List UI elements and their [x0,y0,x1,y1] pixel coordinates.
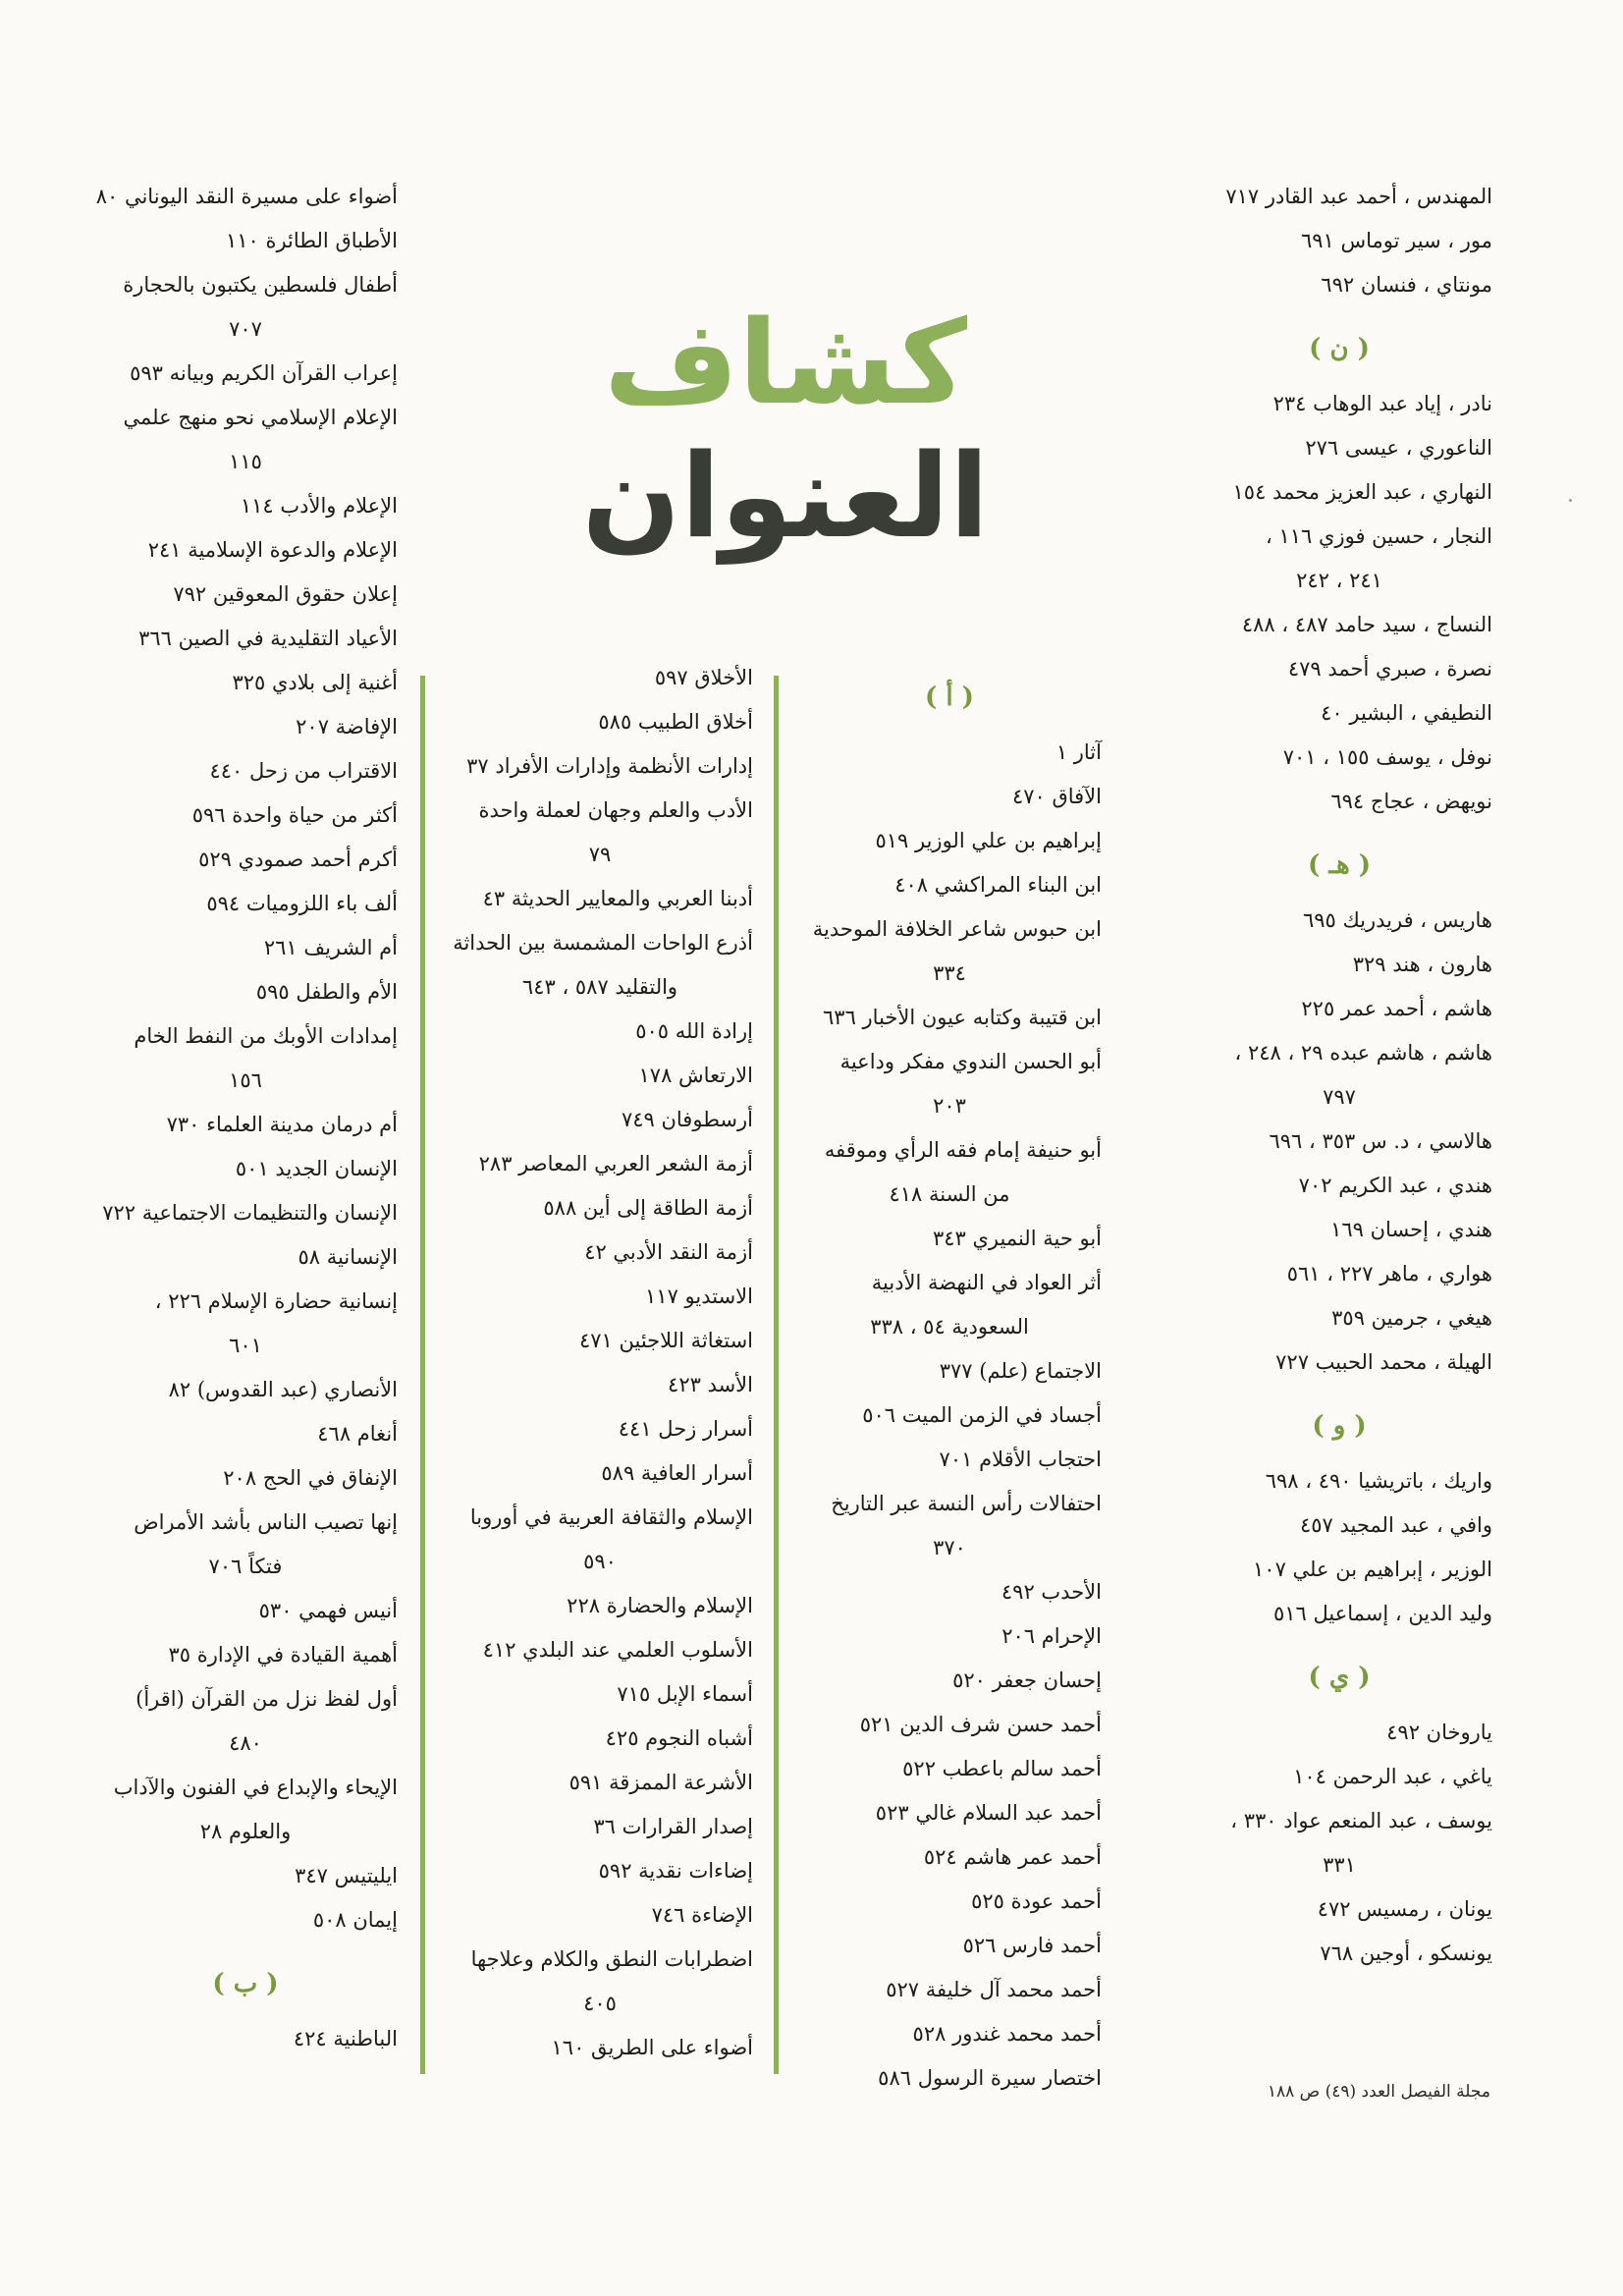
index-entry [93,484,398,528]
index-entry [93,838,398,882]
index-entry-text: مور ، سير توماس ٦٩١ [1300,229,1492,252]
index-entry [1186,1548,1492,1592]
index-entry-text: أم درمان مدينة العلماء ٧٣٠ [166,1113,398,1136]
index-entry [447,1010,753,1054]
index-entry-continuation: ١١٥ [229,450,262,473]
index-entry-text: الإفاضة ٢٠٧ [296,715,398,738]
index-entry [447,1672,753,1717]
index-entry-text: يونان ، رمسيس ٤٧٢ [1317,1897,1492,1921]
index-entry-text: هندي ، عبد الكريم ٧٠٢ [1298,1174,1492,1197]
index-entry [93,1235,398,1280]
index-entry [447,1584,753,1628]
index-entry [447,789,753,877]
section-letter-heading: ( ب ) [212,1969,279,1998]
index-entry [447,1407,753,1451]
index-entry-text: إنها تصيب الناس بأشد الأمراض [134,1510,398,1534]
index-entry-continuation: والعلوم ٢٨ [199,1820,292,1843]
index-entry-text: الإيحاء والإبداع في الفنون والآداب [113,1776,398,1799]
index-entry [447,1805,753,1849]
index-entry-text: ابن حبوس شاعر الخلافة الموحدية [812,917,1102,941]
index-entry-text: احتفالات رأس النسة عبر التاريخ [831,1492,1102,1515]
index-entry-text: آثار ١ [1055,740,1102,764]
index-entry-text: إنسانية حضارة الإسلام ٢٢٦ ، [154,1289,398,1313]
index-entry [797,1880,1102,1924]
index-entry [1186,1932,1492,1976]
index-entry [1186,1503,1492,1548]
index-entry [797,2012,1102,2056]
index-entry [797,907,1102,996]
index-entry [1186,470,1492,515]
index-entry [93,1014,398,1103]
index-column-titles-2 [447,656,753,2070]
index-entry-text: يونسكو ، أوجين ٧٦٨ [1320,1941,1492,1965]
index-entry [93,1898,398,1942]
index-entry [1186,1120,1492,1164]
index-entry [93,749,398,793]
index-entry-text: الإنسانية ٥٨ [298,1245,398,1269]
index-entry-continuation: ٤٨٠ [229,1731,262,1755]
index-entry-text: الاقتراب من زحل ٤٤٠ [209,759,398,783]
index-entry-text: هارون ، هند ٣٢٩ [1352,953,1492,976]
index-entry-text: أرسطوفان ٧٤٩ [621,1108,753,1131]
index-entry [93,882,398,926]
index-entry-text: أجساد في الزمن الميت ٥٠٦ [862,1403,1102,1427]
index-entry-text: أحمد عبد السلام غالي ٥٢٣ [875,1801,1102,1825]
index-entry [1186,1252,1492,1296]
index-entry-text: أبو الحسن الندوي مفكر وداعية [839,1050,1102,1073]
index-entry-text: أضواء على الطريق ١٦٠ [551,2036,753,2059]
index-entry [447,1363,753,1407]
index-entry-text: الارتعاش ١٧٨ [638,1064,753,1087]
index-entry [797,1924,1102,1968]
index-entry-text: الإحرام ٢٠٦ [1001,1624,1102,1648]
index-entry [1186,1208,1492,1252]
index-entry [797,1791,1102,1835]
index-entry [797,1570,1102,1614]
index-entry-text: وافي ، عبد المجيد ٤٥٧ [1299,1513,1492,1537]
index-entry-text: أطفال فلسطين يكتبون بالحجارة [123,273,398,297]
section-letter-heading: ( ن ) [1309,334,1370,363]
index-entry [93,1456,398,1501]
index-entry [1186,382,1492,426]
section-letter-heading: ( و ) [1312,1411,1367,1441]
index-entry-continuation: ٧٠٧ [229,317,262,341]
index-entry [93,617,398,661]
index-entry-text: إبراهيم بن علي الوزير ٥١٩ [875,829,1102,852]
index-entry-text: أزمة الطاقة إلى أين ٥٨٨ [543,1196,753,1220]
index-entry [1186,943,1492,987]
index-entry [1186,263,1492,307]
index-entry-text: ياروخان ٤٩٢ [1386,1721,1492,1744]
index-entry-text: أسماء الإبل ٧١٥ [617,1682,753,1706]
index-entry-continuation: ٣٣١ [1323,1853,1356,1877]
index-entry [1186,1459,1492,1503]
index-entry-text: الباطنية ٤٢٤ [293,2027,398,2050]
index-entry-text: إصدار القرارات ٣٦ [593,1815,753,1838]
index-entry [93,573,398,617]
index-entry-text: اختصار سيرة الرسول ٥٨٦ [878,2066,1102,2090]
index-entry [797,863,1102,907]
index-entry [1186,175,1492,219]
index-entry-text: إعلان حقوق المعوقين ٧٩٢ [173,582,398,606]
index-entry [93,1191,398,1235]
index-entry-text: أحمد عمر هاشم ٥٢٤ [923,1845,1102,1869]
index-entry-text: أنيس فهمي ٥٣٠ [258,1599,398,1622]
index-entry [1186,1799,1492,1887]
index-entry [93,793,398,838]
index-entry [447,2026,753,2070]
page-footer: مجلة الفيصل العدد (٤٩) ص ١٨٨ [1267,2082,1490,2102]
index-column-titles-1 [797,656,1102,2101]
index-entry [447,1319,753,1363]
index-entry-text: هاشم ، هاشم عبده ٢٩ ، ٢٤٨ ، [1234,1041,1492,1065]
index-entry [797,1968,1102,2012]
index-entry-text: أكثر من حياة واحدة ٥٩٦ [191,803,398,827]
index-entry-continuation: ٧٩ [588,843,612,866]
index-entry [797,731,1102,775]
index-entry-text: النساج ، سيد حامد ٤٨٧ ، ٤٨٨ [1241,613,1492,636]
index-entry-text: أم الشريف ٢٦١ [263,936,398,959]
index-entry-text: أزمة الشعر العربي المعاصر ٢٨٣ [478,1152,753,1175]
index-entry-continuation: ٢٠٣ [933,1094,966,1118]
index-entry-text: ألف باء اللزوميات ٥٩٤ [206,892,398,915]
index-entry-text: هيغي ، جرمين ٣٥٩ [1331,1306,1492,1330]
index-entry [1186,736,1492,780]
index-entry [93,1633,398,1677]
index-entry [1186,1296,1492,1340]
index-entry [93,1589,398,1633]
index-entry-text: استغاثة اللاجئين ٤٧١ [579,1329,753,1352]
index-entry [447,1142,753,1186]
index-entry [797,1394,1102,1438]
index-entry [447,921,753,1010]
index-entry [797,1482,1102,1570]
index-entry-text: أسرار زحل ٤٤١ [618,1417,753,1441]
index-entry-text: الإنسان الجديد ٥٠١ [235,1157,398,1180]
index-entry-text: الأم والطفل ٥٩٥ [255,980,398,1004]
index-entry [1186,1887,1492,1932]
index-entry [1186,515,1492,603]
index-entry-continuation: من السنة ٤١٨ [889,1182,1010,1206]
index-entry-text: الاستديو ١١٧ [645,1285,753,1308]
index-entry [447,1893,753,1938]
index-entry [93,970,398,1014]
index-entry-text: إضاءات نقدية ٥٩٢ [598,1859,753,1883]
index-entry-continuation: ٥٩٠ [583,1550,617,1573]
index-entry-continuation: ٤٠٥ [583,1992,617,2015]
index-entry-continuation: فتكاً ٧٠٦ [208,1555,283,1578]
index-entry-text: الإعلام والدعوة الإسلامية ٢٤١ [147,538,398,562]
index-entry-text: الناعوري ، عيسى ٢٧٦ [1305,436,1492,460]
index-entry-text: إيمان ٥٠٨ [312,1908,398,1932]
index-entry [1186,899,1492,943]
index-entry [797,1438,1102,1482]
index-entry-text: إدارات الأنظمة وإدارات الأفراد ٣٧ [466,754,753,778]
index-entry [797,819,1102,863]
index-entry-text: أدبنا العربي والمعايير الحديثة ٤٣ [482,887,753,910]
title-line-1: كشاف [603,295,968,430]
index-entry [1186,647,1492,691]
index-entry-text: احتجاب الأقلام ٧٠١ [939,1448,1102,1471]
index-entry [447,1451,753,1496]
index-entry-text: وليد الدين ، إسماعيل ٥١٦ [1272,1602,1492,1625]
index-entry-text: الإعلام الإسلامي نحو منهج علمي [123,406,398,429]
index-entry-text: نادر ، إياد عبد الوهاب ٢٣٤ [1272,392,1492,415]
index-entry-continuation: ٦٠١ [229,1334,262,1357]
index-entry [1186,1031,1492,1120]
index-entry-text: إمدادات الأوبك من النفط الخام [134,1024,398,1048]
index-entry [1186,780,1492,824]
index-entry [93,1501,398,1589]
index-entry [93,1103,398,1147]
index-entry-text: أحمد حسن شرف الدين ٥٢١ [859,1713,1102,1736]
index-entry [447,1628,753,1672]
index-entry [447,1938,753,2026]
index-entry-text: هالاسي ، د. س ٣٥٣ ، ٦٩٦ [1269,1129,1492,1153]
index-entry [1186,219,1492,263]
index-entry [447,700,753,744]
index-entry [1186,691,1492,736]
index-entry-text: الأعياد التقليدية في الصين ٣٦٦ [138,627,398,650]
index-entry [797,1703,1102,1747]
index-entry [93,926,398,970]
index-entry [93,705,398,749]
index-entry [93,1766,398,1854]
index-entry-text: أنغام ٤٦٨ [317,1422,398,1446]
index-entry [93,1280,398,1368]
index-entry-text: الأسلوب العلمي عند البلدي ٤١٢ [482,1638,753,1662]
index-entry-text: ايليتيس ٣٤٧ [295,1864,398,1887]
title-line-2: العنوان [581,428,990,564]
index-entry [797,1261,1102,1349]
index-entry-text: ياغي ، عبد الرحمن ١٠٤ [1293,1765,1492,1788]
section-letter-heading: ( ي ) [1308,1663,1371,1692]
index-entry [797,1659,1102,1703]
index-entry-text: مونتاي ، فنسان ٦٩٢ [1321,273,1492,297]
index-entry-text: الآفاق ٤٧٠ [1011,785,1102,808]
index-entry-continuation: ٢٤١ ، ٢٤٢ [1296,569,1382,592]
index-entry [1186,1755,1492,1799]
index-entry-text: الأحدب ٤٩٢ [1001,1580,1102,1604]
index-entry-text: أحمد عودة ٥٢٥ [971,1889,1102,1913]
index-entry-text: أسرار العافية ٥٨٩ [601,1461,753,1485]
index-entry [447,1186,753,1230]
index-entry-text: واريك ، باتريشيا ٤٩٠ ، ٦٩٨ [1265,1469,1492,1493]
index-entry [1186,1592,1492,1636]
index-entry [93,1854,398,1898]
index-entry [1186,426,1492,470]
index-entry [93,528,398,573]
index-entry [1186,987,1492,1031]
index-entry [93,396,398,484]
index-entry-text: الهيلة ، محمد الحبيب ٧٢٧ [1275,1350,1492,1374]
index-entry-text: أبو حية النميري ٣٤٣ [932,1227,1102,1250]
index-entry [447,1761,753,1805]
index-entry-text: أحمد محمد آل خليفة ٥٢٧ [886,1978,1102,2001]
index-entry [93,1368,398,1412]
index-entry-continuation: السعودية ٥٤ ، ٣٣٨ [870,1315,1029,1339]
index-entry [93,352,398,396]
index-entry-text: هواري ، ماهر ٢٢٧ ، ٥٦١ [1286,1262,1492,1285]
index-entry-text: هاريس ، فريدريك ٦٩٥ [1302,908,1492,932]
index-entry-text: الوزير ، إبراهيم بن علي ١٠٧ [1253,1558,1492,1581]
index-entry [797,1128,1102,1217]
index-entry-continuation: ١٥٦ [229,1068,262,1092]
index-entry [447,1717,753,1761]
scan-speck [1569,499,1572,502]
index-entry-text: الأشرعة الممزقة ٥٩١ [568,1771,753,1794]
index-entry [447,656,753,700]
index-entry [447,1230,753,1275]
column-divider-rule [420,676,425,2074]
index-entry-text: أثر العواد في النهضة الأدبية [871,1271,1102,1294]
index-entry-text: هاشم ، أحمد عمر ٢٢٥ [1301,997,1492,1020]
index-entry-text: أكرم أحمد صمودي ٥٢٩ [198,847,398,871]
index-entry [797,1349,1102,1394]
index-entry-text: أزمة النقد الأدبي ٤٢ [584,1240,753,1264]
index-entry [447,1054,753,1098]
index-entry-text: أحمد سالم باعطب ٥٢٢ [902,1757,1102,1780]
index-entry [447,1275,753,1319]
index-entry-text: الإعلام والأدب ١١٤ [240,494,398,518]
index-entry [447,744,753,789]
index-entry [797,1217,1102,1261]
index-entry-text: هندي ، إحسان ١٦٩ [1330,1218,1492,1241]
index-entry-text: الإنفاق في الحج ٢٠٨ [223,1466,398,1490]
index-entry-text: النطيفي ، البشير ٤٠ [1321,701,1492,725]
index-entry-text: إحسان جعفر ٥٢٠ [952,1668,1102,1692]
index-entry [797,2056,1102,2101]
index-entry-text: الأدب والعلم وجهان لعملة واحدة [478,798,753,822]
index-entry-continuation: والتقليد ٥٨٧ ، ٦٤٣ [521,975,678,999]
index-entry [797,775,1102,819]
index-entry [797,1747,1102,1791]
index-entry [797,996,1102,1040]
index-entry-text: أذرع الواحات المشمسة بين الحداثة [453,931,753,955]
index-entry-text: النهاري ، عبد العزيز محمد ١٥٤ [1232,480,1492,504]
page-title [471,295,1100,564]
index-entry-text: الإضاءة ٧٤٦ [651,1903,753,1927]
index-entry [447,1849,753,1893]
index-entry [447,877,753,921]
index-column-authors [1186,175,1492,1976]
index-entry-text: أشباه النجوم ٤٢٥ [605,1726,753,1750]
index-entry-text: إعراب القرآن الكريم وبيانه ٥٩٣ [130,361,398,385]
index-entry-text: الاجتماع (علم) ٣٧٧ [939,1359,1102,1383]
index-entry-text: نوفل ، يوسف ١٥٥ ، ٧٠١ [1282,745,1492,769]
index-column-titles-3 [93,175,398,2061]
column-divider-rule [774,676,779,2074]
index-entry [1186,1340,1492,1385]
index-entry [93,219,398,263]
index-entry-text: أحمد محمد غندور ٥٢٨ [912,2022,1102,2046]
index-entry [1186,1164,1492,1208]
index-entry-text: اضطرابات النطق والكلام وعلاجها [470,1947,753,1971]
index-entry-text: أحمد فارس ٥٢٦ [962,1934,1102,1957]
index-entry-text: الأخلاق ٥٩٧ [654,666,753,689]
index-entry-text: أهمية القيادة في الإدارة ٣٥ [168,1643,398,1667]
index-entry-text: يوسف ، عبد المنعم عواد ٣٣٠ ، [1230,1809,1492,1832]
index-entry [93,2017,398,2061]
index-entry-continuation: ٣٧٠ [933,1536,966,1559]
index-entry [447,1098,753,1142]
index-entry-text: الإنسان والتنظيمات الاجتماعية ٧٢٢ [102,1201,398,1225]
index-entry [93,263,398,352]
index-entry-text: المهندس ، أحمد عبد القادر ٧١٧ [1225,185,1492,208]
section-letter-heading: ( أ ) [925,683,974,712]
index-entry-text: الإسلام والثقافة العربية في أوروبا [469,1505,753,1529]
index-entry-text: أغنية إلى بلادي ٣٢٥ [232,671,398,694]
index-entry-text: الإسلام والحضارة ٢٢٨ [567,1594,753,1617]
index-entry [93,175,398,219]
index-entry-text: ابن البناء المراكشي ٤٠٨ [894,873,1102,897]
index-entry-continuation: ٧٩٧ [1323,1085,1356,1109]
index-entry [93,1677,398,1766]
index-entry [797,1835,1102,1880]
index-entry-text: ابن قتيبة وكتابه عيون الأخبار ٦٣٦ [823,1006,1102,1029]
index-entry [93,1412,398,1456]
index-entry-text: إرادة الله ٥٠٥ [635,1019,753,1043]
index-entry-text: أول لفظ نزل من القرآن (اقرأ) [135,1687,398,1711]
index-entry-text: نويهض ، عجاج ٦٩٤ [1330,790,1492,813]
index-entry-text: أبو حنيفة إمام فقه الرأي وموقفه [824,1138,1102,1162]
index-entry [797,1040,1102,1128]
index-entry [93,1147,398,1191]
index-entry-text: نصرة ، صبري أحمد ٤٧٩ [1287,657,1492,681]
index-entry-text: الأسد ٤٢٣ [668,1373,753,1396]
index-entry-text: أخلاق الطبيب ٥٨٥ [598,710,753,734]
index-entry-text: أضواء على مسيرة النقد اليوناني ٨٠ [95,185,398,208]
index-entry-text: الأنصاري (عبد القدوس) ٨٢ [168,1378,398,1401]
index-entry-text: الأطباق الطائرة ١١٠ [225,229,398,252]
index-entry-text: النجار ، حسين فوزي ١١٦ ، [1266,524,1492,548]
index-entry [1186,603,1492,647]
index-entry [1186,1711,1492,1755]
index-entry [797,1614,1102,1659]
section-letter-heading: ( هـ ) [1307,850,1372,880]
index-entry [447,1496,753,1584]
index-entry-continuation: ٣٣٤ [933,961,966,985]
index-entry [93,661,398,705]
